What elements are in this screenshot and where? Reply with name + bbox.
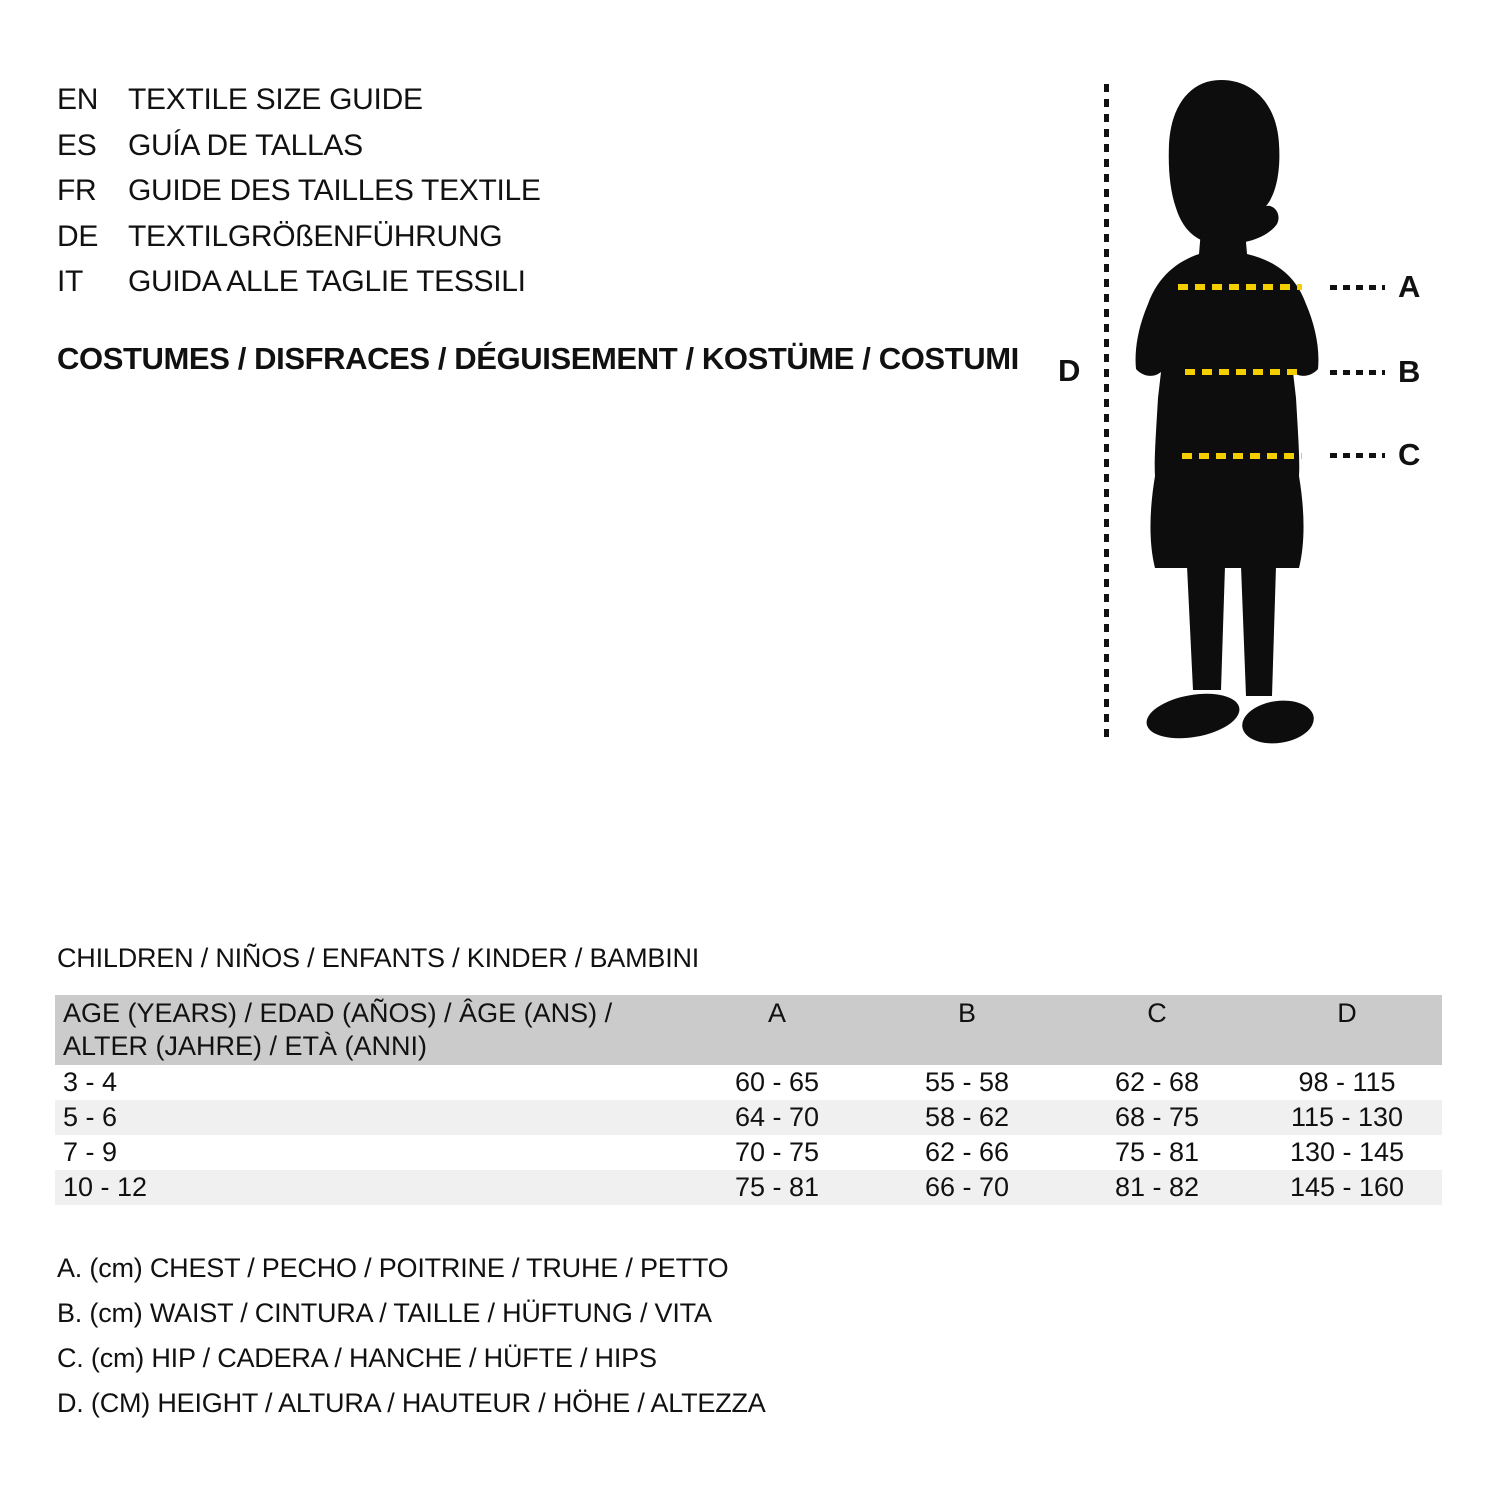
language-row-es [57,123,541,169]
hip-cell: 62 - 68 [1114,1067,1200,1097]
waist-cell: 66 - 70 [872,1170,1062,1205]
age-header-line1: AGE (YEARS) / EDAD (AÑOS) / ÂGE (ANS) / [63,998,613,1028]
hip-cell: 81 - 82 [1062,1170,1252,1205]
waist-cell: 55 - 58 [924,1067,1010,1097]
legend-height: D. (CM) HEIGHT / ALTURA / HAUTEUR / HÖHE / ALTEZZA [57,1388,766,1418]
chest-cell: 60 - 65 [734,1067,820,1097]
language-row-en [57,77,541,123]
measure-label-d: D [1058,353,1081,388]
measure-label-a: A [1398,269,1421,304]
measurement-legend [57,1246,766,1426]
language-title: TEXTILE SIZE GUIDE [128,83,423,116]
chest-cell: 75 - 81 [682,1170,872,1205]
silhouette-head [1169,80,1280,246]
language-code: IT [57,265,84,298]
waist-cell: 58 - 62 [872,1100,1062,1135]
silhouette-right-shoe [1239,696,1316,748]
column-header-c: C [1062,995,1252,1065]
table-row [55,1135,1442,1170]
children-section-heading: CHILDREN / NIÑOS / ENFANTS / KINDER / BAMBINI [57,943,700,973]
chest-cell: 70 - 75 [734,1137,820,1167]
height-cell: 130 - 145 [1289,1137,1405,1167]
age-cell: 3 - 4 [63,1067,118,1097]
height-dimension-line [1104,84,1109,744]
language-row-de [57,214,541,260]
age-cell: 7 - 9 [63,1137,118,1167]
measure-label-c: C [1398,437,1421,472]
size-table [55,995,1442,1205]
chest-cell: 64 - 70 [682,1100,872,1135]
measure-leader-b [1330,370,1385,375]
measure-leader-c [1330,453,1385,458]
legend-waist: B. (cm) WAIST / CINTURA / TAILLE / HÜFTUNG / VITA [57,1298,712,1328]
table-row [55,1065,1442,1100]
waist-cell: 62 - 66 [924,1137,1010,1167]
language-list [57,77,541,305]
height-cell: 98 - 115 [1298,1067,1396,1097]
height-cell: 115 - 130 [1252,1100,1442,1135]
measure-leader-a [1330,285,1385,290]
age-cell: 5 - 6 [55,1100,682,1135]
language-code: ES [57,128,97,162]
column-header-d: D [1252,995,1442,1065]
age-cell: 10 - 12 [55,1170,682,1205]
language-code: DE [57,219,99,253]
language-row-fr [57,168,541,214]
language-title: GUIDE DES TAILLES TEXTILE [128,174,541,207]
language-code: EN [57,83,99,116]
silhouette-right-leg [1241,566,1276,696]
height-cell: 145 - 160 [1252,1170,1442,1205]
hip-cell: 75 - 81 [1114,1137,1200,1167]
age-header-line2: ALTER (JAHRE) / ETÀ (ANNI) [63,1031,428,1061]
table-row [55,1100,1442,1135]
legend-hip: C. (cm) HIP / CADERA / HANCHE / HÜFTE / HIPS [57,1343,657,1373]
silhouette-left-shoe [1143,687,1243,745]
hip-cell: 68 - 75 [1062,1100,1252,1135]
legend-chest: A. (cm) CHEST / PECHO / POITRINE / TRUHE / PETTO [57,1253,729,1283]
silhouette-body [1136,230,1319,568]
language-code: FR [57,174,97,207]
column-header-a: A [682,995,872,1065]
page-title: COSTUMES / DISFRACES / DÉGUISEMENT / KOSTÜME / COSTUMI [57,341,1019,376]
language-title: GUIDA ALLE TAGLIE TESSILI [128,265,526,298]
table-row [55,1170,1442,1205]
column-header-b: B [872,995,1062,1065]
age-column-header [55,995,682,1065]
size-table-header-row [55,995,1442,1065]
language-title: TEXTILGRÖßENFÜHRUNG [128,219,503,253]
silhouette-left-leg [1187,566,1225,690]
child-silhouette-icon [1125,78,1325,748]
language-row-it [57,259,541,305]
measure-label-b: B [1398,354,1421,389]
language-title: GUÍA DE TALLAS [128,128,363,162]
